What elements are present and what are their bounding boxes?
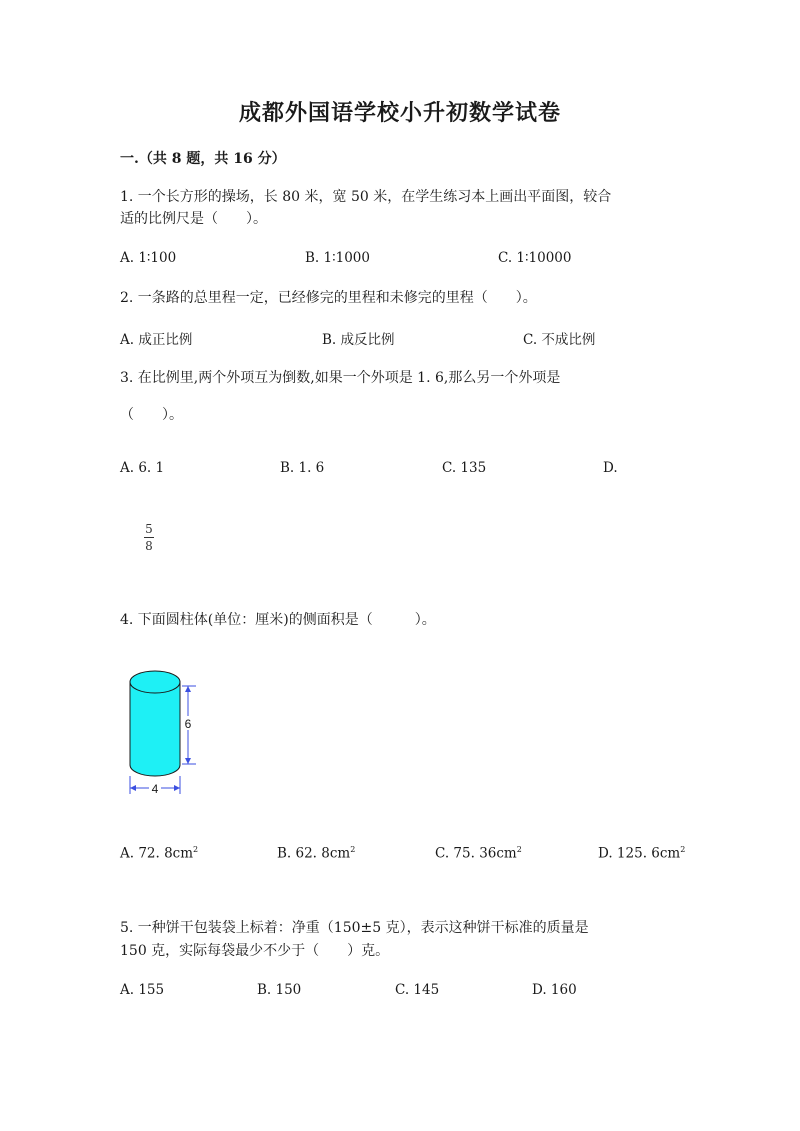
q4-option-c: C. 75. $36cm^2$ <box>435 845 522 862</box>
q3-text-line2: （ ）。 <box>120 407 183 423</box>
diameter-label: 4 <box>151 782 159 796</box>
exam-title: 成都外国语学校小升初数学试卷 <box>238 100 561 126</box>
height-label: 6 <box>184 717 192 731</box>
diameter-arrow-right <box>174 785 180 791</box>
q2-option-c: C. 不成比例 <box>523 332 596 348</box>
cylinder-figure <box>120 660 230 809</box>
q2-text-line1: 2. 一条路的总里程一定，已经修完的里程和未修完的里程（ ）。 <box>120 290 537 306</box>
q3-option-d-fraction <box>144 522 154 553</box>
q3-option-a: A. 6. 1 <box>120 460 165 476</box>
fraction-bar <box>144 537 154 538</box>
diameter-arrow-left <box>130 785 136 791</box>
q1-option-c: C. 1∶10000 <box>498 250 572 266</box>
q4-text-line1: 4. 下面圆柱体(单位：厘米)的侧面积是（ ）。 <box>120 612 436 628</box>
q1-option-b: B. 1∶1000 <box>305 250 370 266</box>
q1-text-line1: 1. 一个长方形的操场，长 80 米，宽 50 米，在学生练习本上画出平面图，较合 <box>120 189 612 205</box>
cylinder-top <box>130 671 180 693</box>
q3-option-d: D. <box>603 460 618 476</box>
q1-text-line2: 适的比例尺是（ ）。 <box>120 211 267 227</box>
q5-option-c: C. 145 <box>395 982 440 998</box>
fraction-denominator: 8 <box>145 539 153 553</box>
cylinder-body <box>130 682 180 776</box>
cylinder-diagram <box>120 660 230 805</box>
q4-option-a: A. 72. $8cm^2$ <box>120 845 199 862</box>
fraction-numerator: 5 <box>145 522 153 536</box>
q5-option-d: D. 160 <box>532 982 577 998</box>
q3-option-c: C. 135 <box>442 460 487 476</box>
q4-option-d: D. 125. $6cm^2$ <box>598 845 686 862</box>
q2-option-b: B. 成反比例 <box>322 332 395 348</box>
q5-text-line1: 5. 一种饼干包装袋上标着：净重（150±5 克），表示这种饼干标准的质量是 <box>120 920 589 936</box>
q2-option-a: A. 成正比例 <box>120 332 193 348</box>
q1-option-a: A. 1∶100 <box>120 250 177 266</box>
section-heading: 一.（共 8 题，共 16 分） <box>120 151 286 167</box>
height-arrow-down <box>185 758 191 764</box>
q3-text-line1: 3. 在比例里,两个外项互为倒数,如果一个外项是 1. 6,那么另一个外项是 <box>120 370 561 386</box>
q3-option-b: B. 1. 6 <box>280 460 325 476</box>
q5-option-b: B. 150 <box>257 982 302 998</box>
q5-text-line2: 150 克，实际每袋最少不少于（ ）克。 <box>120 943 390 959</box>
height-arrow-up <box>185 686 191 692</box>
q4-option-b: B. 62. $8cm^2$ <box>277 845 356 862</box>
q5-option-a: A. 155 <box>120 982 165 998</box>
